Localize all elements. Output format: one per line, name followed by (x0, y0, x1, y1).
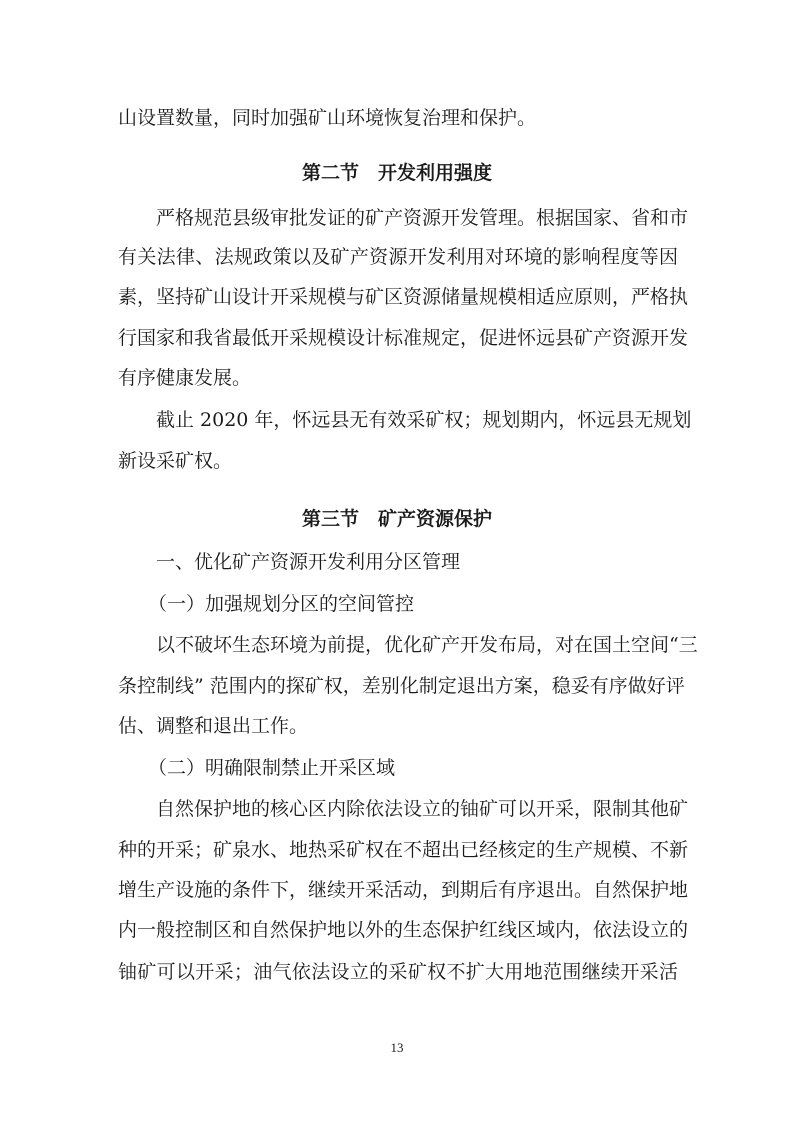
paragraph-line: 有关法律、法规政策以及矿产资源开发利用对环境的影响程度等因 (118, 246, 678, 268)
paragraph-line: 以不破坏生态环境为前提，优化矿产开发布局，对在国土空间“三 (156, 634, 698, 656)
subsection-heading-1: （一）加强规划分区的空间管控 (148, 593, 415, 615)
subsection-heading-2: （二）明确限制禁止开采区域 (148, 757, 396, 779)
page-number: 13 (390, 1040, 404, 1055)
paragraph-line: 新设采矿权。 (118, 450, 233, 472)
part-heading-1: 一、优化矿产资源开发利用分区管理 (156, 551, 461, 573)
section-heading-3: 第三节 矿产资源保护 (301, 508, 492, 530)
paragraph-line: 内一般控制区和自然保护地以外的生态保护红线区域内，依法设立的 (118, 919, 689, 941)
paragraph-line: 山设置数量，同时加强矿山环境恢复治理和保护。 (118, 107, 537, 129)
paragraph-line: 种的开采；矿泉水、地热采矿权在不超出已经核定的生产规模、不新 (118, 839, 689, 861)
paragraph-line: 自然保护地的核心区内除依法设立的铀矿可以开采，限制其他矿 (156, 798, 689, 820)
paragraph-line: 估、调整和退出工作。 (118, 715, 309, 737)
paragraph-line: 铀矿可以开采；油气依法设立的采矿权不扩大用地范围继续开采活 (118, 961, 678, 983)
paragraph-line: 增生产设施的条件下，继续开采活动，到期后有序退出。自然保护地 (118, 879, 689, 901)
paragraph-line: 有序健康发展。 (118, 367, 252, 389)
paragraph-line: 截止 2020 年，怀远县无有效采矿权；规划期内，怀远县无规划 (156, 409, 692, 431)
paragraph-line: 素，坚持矿山设计开采规模与矿区资源储量规模相适应原则，严格执 (118, 286, 689, 308)
paragraph-line: 条控制线” 范围内的探矿权，差别化制定退出方案，稳妥有序做好评 (118, 675, 685, 697)
section-heading-2: 第二节 开发利用强度 (301, 162, 492, 184)
paragraph-line: 行国家和我省最低开采规模设计标准规定，促进怀远县矿产资源开发 (118, 327, 689, 349)
paragraph-line: 严格规范县级审批发证的矿产资源开发管理。根据国家、省和市 (156, 207, 689, 229)
